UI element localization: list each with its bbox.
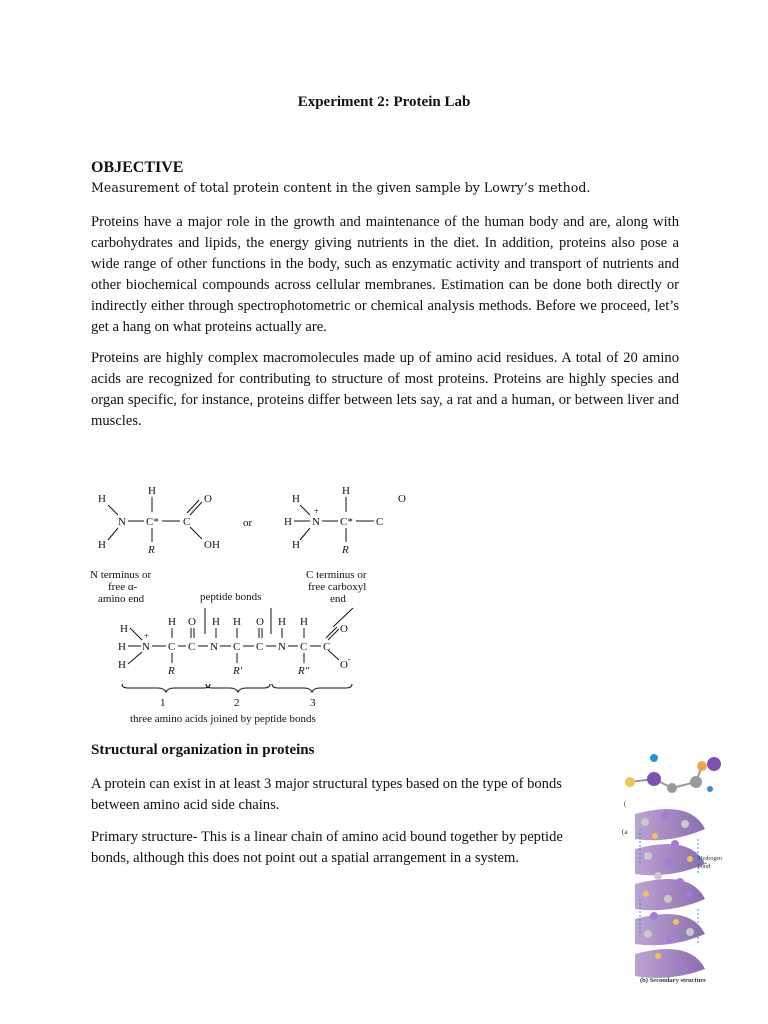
n-terminus-line-2: free α- (108, 581, 138, 593)
n-terminus-line-1: N terminus or (90, 569, 152, 581)
svg-text:H: H (233, 616, 241, 628)
svg-text:H: H (284, 516, 292, 528)
svg-text:R″: R″ (298, 665, 310, 677)
margin-mark-2: (a (622, 828, 628, 836)
svg-text:C: C (256, 641, 264, 653)
svg-text:C: C (323, 641, 331, 653)
svg-text:H: H (278, 616, 286, 628)
svg-text:N: N (210, 641, 218, 653)
svg-text:H: H (292, 539, 300, 551)
svg-text:H: H (98, 493, 106, 505)
residue-number-1: 1 (160, 697, 166, 709)
svg-text:O: O (204, 493, 212, 505)
hydrogen-bond-label-1: Hydrogen (698, 856, 722, 862)
svg-text:R: R (168, 665, 175, 677)
objective-text: Measurement of total protein content in the given sample by Lowry’s method. (91, 180, 591, 195)
alpha-helix-figure (610, 744, 740, 989)
svg-text:C: C (300, 641, 308, 653)
amino-acid-paragraph: Proteins are highly complex macromolecules made up of amino acid residues. A total of 20 amino acids are recognized for contributing to structure of most proteins. Proteins are highly species and organ specific, for instance, proteins differ between lets say, a rat and a human, or between liver and muscles. (91, 350, 679, 429)
helix-caption: (b) Secondary structure (640, 977, 706, 984)
c-terminus-line-3: end (330, 593, 346, 605)
figure-caption: three amino acids joined by peptide bonds (130, 713, 316, 725)
structural-heading: Structural organization in proteins (91, 742, 315, 758)
svg-text:C: C (183, 516, 191, 528)
page-title: Experiment 2: Protein Lab (297, 94, 471, 110)
svg-text:C: C (233, 641, 241, 653)
svg-text:N: N (118, 516, 126, 528)
svg-text:C: C (376, 516, 384, 528)
svg-text:H: H (118, 659, 126, 671)
primary-structure-paragraph: Primary structure- This is a linear chain of amino acid bound together by peptide bonds, although this does not point out a spatial arrangement in a system. (91, 829, 563, 866)
svg-text:R: R (148, 544, 155, 556)
svg-text:O: O (398, 493, 406, 505)
svg-text:O: O (256, 616, 264, 628)
svg-text:C: C (168, 641, 176, 653)
svg-text:H: H (342, 485, 350, 497)
peptide-bonds-label: peptide bonds (200, 591, 262, 603)
svg-text:H: H (168, 616, 176, 628)
residue-number-2: 2 (234, 697, 240, 709)
margin-mark-1: ( (624, 800, 627, 808)
svg-text:H: H (212, 616, 220, 628)
svg-text:N: N (142, 641, 150, 653)
svg-text:C: C (188, 641, 196, 653)
svg-text:N: N (312, 516, 320, 528)
svg-text:C*: C* (340, 516, 353, 528)
amino-acid-structure-figure (88, 482, 406, 732)
intro-paragraph: Proteins have a major role in the growth and maintenance of the human body and are, along with carbohydrates and lipids, the energy giving nutrients in the diet. In addition, proteins also pose a wide range of other functions in the body, such as enzymatic activity and transport of nutrients and other biochemical compounds across cellular membranes. Estimation can be done both directly or indirectly either through spectrophotometric or chemical analysis methods. Before we proceed, let’s get a hang on what proteins actually are. (91, 214, 679, 335)
svg-text:H: H (292, 493, 300, 505)
svg-text:-: - (348, 655, 351, 664)
or-label: or (243, 517, 253, 529)
svg-text:OH: OH (204, 539, 220, 551)
svg-text:O: O (188, 616, 196, 628)
objective-heading: OBJECTIVE (91, 159, 184, 176)
hydrogen-bond-label-2: bond (698, 864, 710, 870)
n-terminus-line-3: amino end (98, 593, 145, 605)
svg-text:R′: R′ (233, 665, 243, 677)
svg-text:H: H (118, 641, 126, 653)
svg-text:H: H (148, 485, 156, 497)
svg-text:+: + (314, 506, 320, 516)
residue-number-3: 3 (310, 697, 316, 709)
svg-text:H: H (300, 616, 308, 628)
svg-text:O: O (340, 623, 348, 635)
svg-text:H: H (120, 623, 128, 635)
svg-text:R: R (342, 544, 349, 556)
structural-paragraph: A protein can exist in at least 3 major structural types based on the type of bonds between amino acid side chains. (91, 776, 562, 813)
svg-text:N: N (278, 641, 286, 653)
svg-text:C*: C* (146, 516, 159, 528)
c-terminus-line-1: C terminus or (306, 569, 367, 581)
svg-text:H: H (98, 539, 106, 551)
c-terminus-line-2: free carboxyl (308, 581, 367, 593)
svg-text:O: O (340, 659, 348, 671)
svg-text:+: + (144, 631, 150, 641)
